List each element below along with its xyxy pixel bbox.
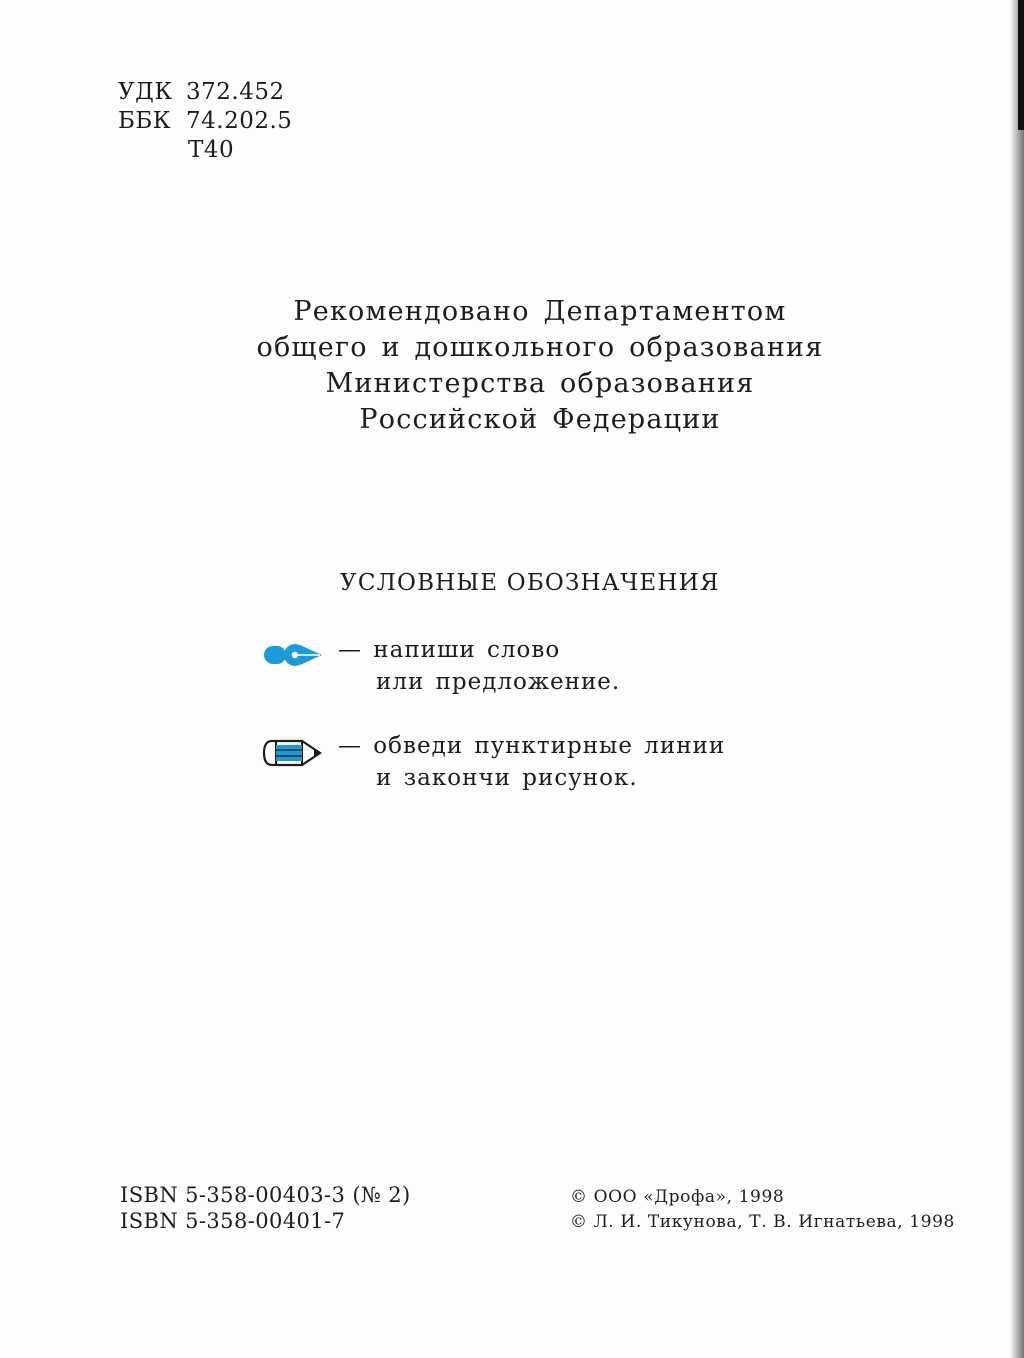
bbk-label: ББК (118, 108, 172, 134)
bbk-value: 74.202.5 (186, 108, 293, 134)
legend-trace-line-2: и закончи рисунок. (376, 765, 638, 791)
legend-text-trace (338, 730, 725, 794)
legend-text-write (338, 634, 620, 698)
udk-label: УДК (118, 79, 173, 105)
copyright-authors: © Л. И. Тикунова, Т. В. Игнатьева, 1998 (570, 1212, 955, 1232)
isbn-line-1: ISBN 5-358-00403-3 (№ 2) (120, 1183, 411, 1207)
legend-trace-line-1: — обведи пунктирные линии (338, 733, 726, 759)
isbn-line-2: ISBN 5-358-00401-7 (120, 1209, 346, 1233)
author-mark: Т40 (188, 137, 235, 163)
recommendation-line-4: Российской Федерации (359, 404, 721, 435)
legend-title: УСЛОВНЫЕ ОБОЗНАЧЕНИЯ (340, 570, 720, 596)
pencil-icon (262, 738, 324, 772)
recommendation-line-1: Рекомендовано Департаментом (293, 296, 787, 327)
classification-codes (118, 78, 292, 165)
legend-write-line-1: — напиши слово (338, 637, 561, 663)
bbk-row (118, 107, 292, 136)
page-edge-shadow (1010, 0, 1024, 1358)
fountain-pen-nib-icon (262, 642, 324, 672)
isbn-block (120, 1182, 411, 1234)
recommendation-line-2: общего и дошкольного образования (256, 332, 824, 363)
udk-value: 372.452 (186, 79, 285, 105)
legend-write-line-2: или предложение. (376, 669, 621, 695)
copyright-block (570, 1185, 955, 1235)
udk-row (118, 78, 292, 107)
page-edge-dark (1018, 0, 1024, 130)
recommendation-line-3: Министерства образования (325, 368, 755, 399)
copyright-publisher: © ООО «Дрофа», 1998 (570, 1187, 785, 1207)
ministry-recommendation (240, 294, 840, 438)
